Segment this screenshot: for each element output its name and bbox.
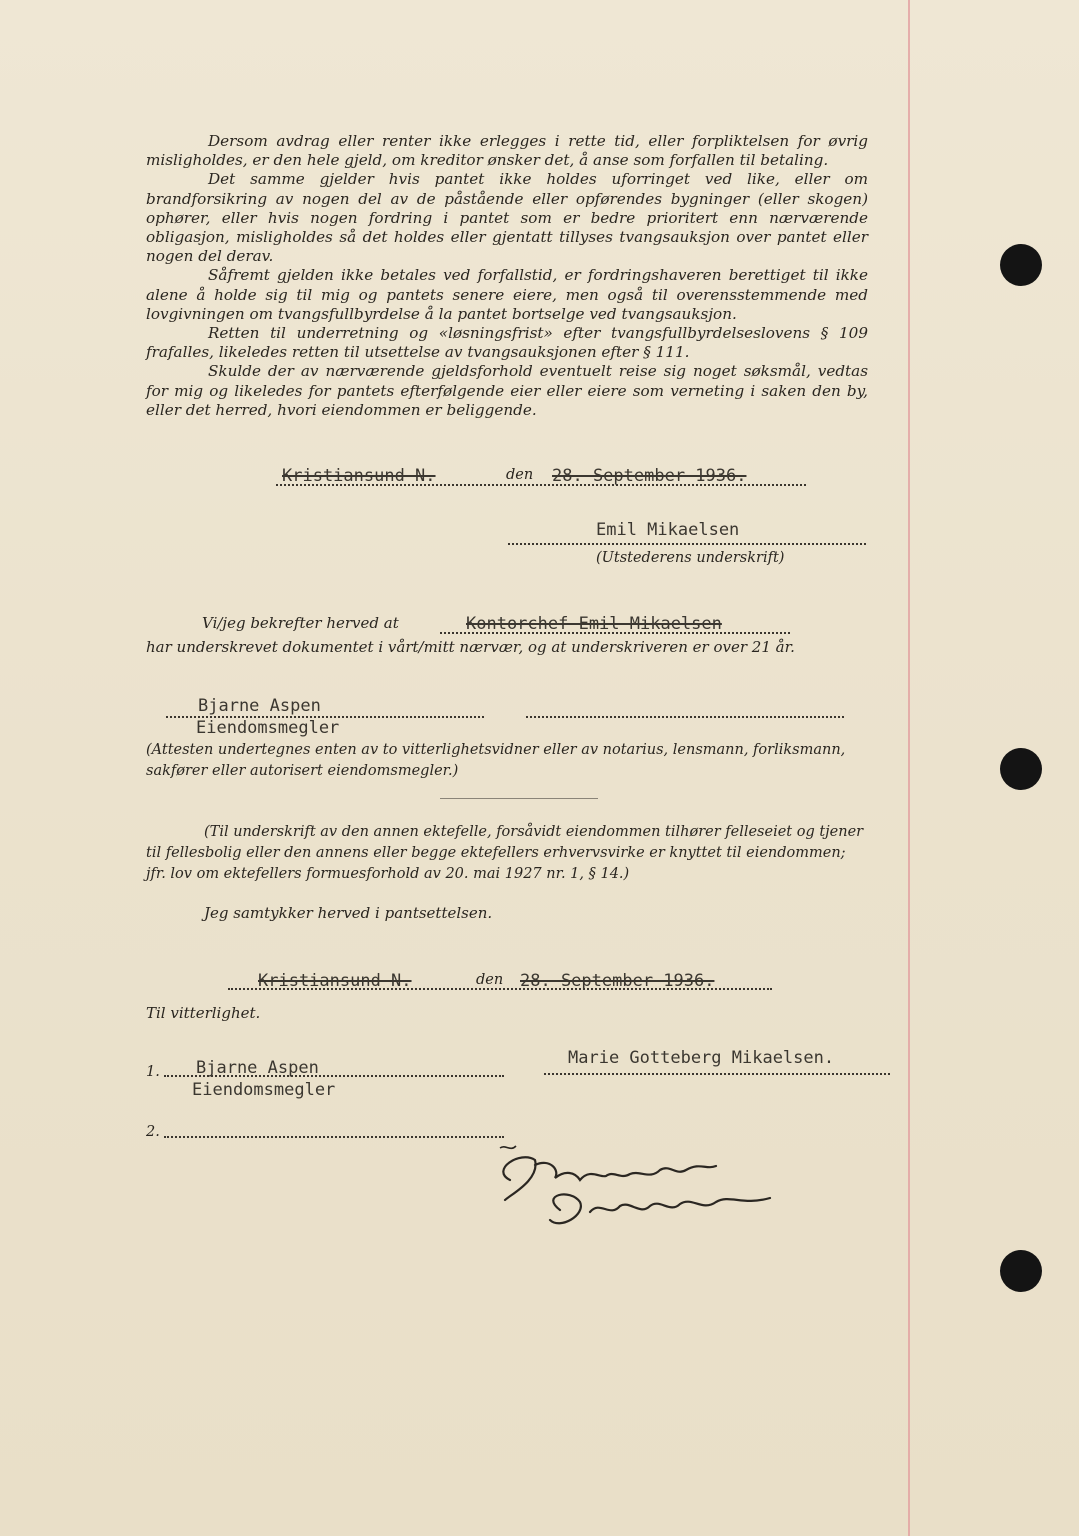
spouse-signature: Marie Gotteberg Mikaelsen.	[568, 1048, 835, 1068]
separator	[440, 798, 598, 799]
witness-number: 1.	[146, 1064, 160, 1080]
attest-note: (Attesten undertegnes enten av to vitterlighetsvidner eller av notarius, lensmann, forliksmann, sakfører eller autorisert eiendomsmegler.)	[146, 742, 846, 779]
clause-insurance: Det samme gjelder hvis pantet ikke holdes uforringet ved like, eller om brandforsikring av nogen del av de påstående eller opførendes bygninger (eller skogen) ophører, eller hvis nogen fordring i pantet som er bedre prioritert enn nærværende obligasjon, misligholdes så det holdes eller gjentatt tillyses tvangsauksjon over pantet eller nogen del derav.	[146, 170, 868, 266]
red-margin-line	[908, 0, 910, 1536]
clause-default: Dersom avdrag eller renter ikke erlegges i rette tid, eller forpliktelsen for øvrig misligholdes, er den hele gjeld, om kreditor ønsker det, å anse som forfallen til betaling.	[146, 132, 868, 170]
punch-hole-icon	[1000, 244, 1042, 286]
witness1-name: Bjarne Aspen	[198, 696, 321, 716]
witness-1-title: Eiendomsmegler	[192, 1080, 336, 1100]
spouse-note: (Til underskrift av den annen ektefelle, forsåvidt eiendommen tilhører felleseiet og tjener til fellesbolig eller den annens eller begge ektefellers erhvervsvirke er knyttet til eiendommen; jfr. lov om ektefellers formuesforhold av 20. mai 1927 nr. 1, § 14.)	[146, 824, 864, 882]
confirmation-line2: har underskrevet dokumentet i vårt/mitt nærvær, og at underskriveren er over 21 år.	[146, 638, 795, 656]
witness-2-line	[164, 1136, 504, 1138]
confirmation-prefix: Vi/jeg bekrefter herved at	[202, 614, 399, 632]
dateline-den: den	[506, 467, 534, 483]
dateline-place: Kristiansund N.	[282, 466, 436, 486]
punch-hole-icon	[1000, 748, 1042, 790]
witness2-line	[526, 716, 844, 718]
terms-clauses	[146, 132, 868, 420]
dateline2-place: Kristiansund N.	[258, 971, 412, 991]
issuer-signature-line	[508, 543, 866, 545]
clause-enforcement: Såfremt gjelden ikke betales ved forfallstid, er fordringshaveren berettiget til ikke alene å holde sig til mig og pantets senere eiere, men også til overensstemmende med lovgivningen om tvangsfullbyrdelse å la pantet bortselge ved tvangsauksjon.	[146, 266, 868, 323]
witness-number: 2.	[146, 1124, 160, 1140]
dateline2-den: den	[476, 972, 504, 988]
spouse-signature-line	[544, 1073, 890, 1075]
consent-text: Jeg samtykker herved i pantsettelsen.	[204, 904, 493, 922]
dateline-date: 28. September 1936.	[552, 466, 747, 486]
issuer-signature: Emil Mikaelsen	[596, 520, 740, 540]
handwritten-signature	[480, 1140, 800, 1240]
witness-label: Til vitterlighet.	[146, 1004, 261, 1022]
issuer-caption: (Utstederens underskrift)	[596, 550, 785, 566]
witness-1-name: Bjarne Aspen	[196, 1058, 319, 1078]
witness1-title: Eiendomsmegler	[196, 718, 340, 738]
clause-notice: Retten til underretning og «løsningsfrist» efter tvangsfullbyrdelseslovens § 109 frafalles, likeledes retten til utsettelse av tvangsauksjonen efter § 111.	[146, 324, 868, 362]
punch-hole-icon	[1000, 1250, 1042, 1292]
confirmation-name: Kontorchef Emil Mikaelsen	[466, 614, 722, 634]
dateline2-date: 28. September 1936.	[520, 971, 715, 991]
clause-venue: Skulde der av nærværende gjeldsforhold eventuelt reise sig noget søksmål, vedtas for mig og likeledes for pantets efterfølgende eier eller eiere som verneting i saken den by, eller det herred, hvori eiendommen er beliggende.	[146, 362, 868, 419]
